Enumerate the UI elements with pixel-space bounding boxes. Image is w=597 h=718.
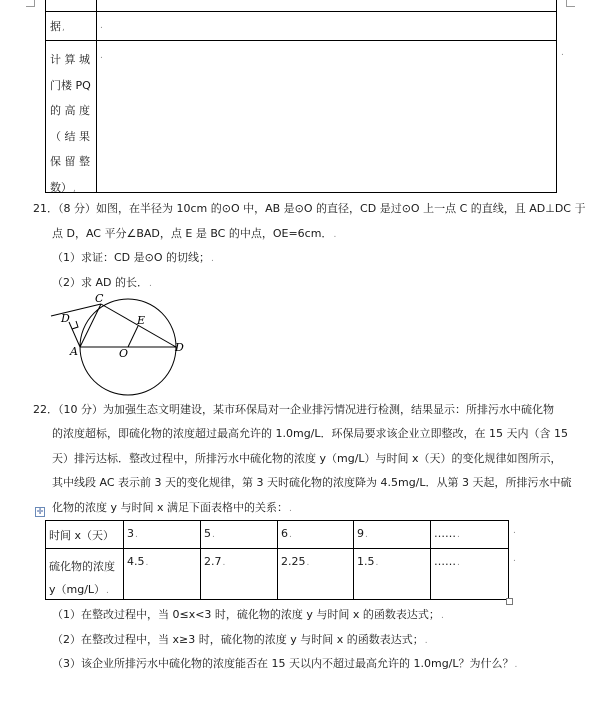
q21-sub2: （2）求 AD 的长．. <box>52 276 152 289</box>
table-cell: 5. <box>204 527 215 540</box>
q21-line1: 21．（8 分）如图，在半径为 10cm 的⊙O 中，AB 是⊙O 的直径，CD 是过⊙O 上一点 C 的直线，且 AD⊥DC 于 <box>33 202 586 215</box>
table-cell: ……. <box>434 527 460 540</box>
table-header-cell: 时间 x（天） <box>49 529 115 542</box>
end-of-row-mark: . <box>513 526 516 536</box>
concentration-table <box>45 520 509 600</box>
table-cell: . <box>100 51 103 61</box>
q21-sub1: （1）求证：CD 是⊙O 的切线；. <box>52 251 214 264</box>
table-border <box>46 548 508 549</box>
q22-line3: 天）排污达标．整改过程中，所排污水中硫化物的浓度 y（mg/L）与时间 x（天）的变化规律如图所示， <box>52 452 562 465</box>
segment-oe <box>128 326 138 347</box>
table-cell: ……. <box>434 555 460 568</box>
table-border <box>45 40 557 41</box>
calculation-table <box>45 0 557 193</box>
table-cell: 9. <box>357 527 368 540</box>
table-row-label: 计 算 城 门楼 PQ 的 高 度 （ 结 果 保 留 整 数）, <box>50 53 91 194</box>
q22-sub2: （2）在整改过程中，当 x≥3 时，硫化物的浓度 y 与时间 x 的函数表达式；. <box>52 633 428 646</box>
table-cell: 2.7. <box>204 555 226 568</box>
label-d-left: D <box>61 312 70 325</box>
table-cell: . <box>100 21 103 31</box>
table-resize-handle[interactable] <box>506 598 513 605</box>
table-cell: 2.25. <box>281 555 310 568</box>
q22-line4: 其中线段 AC 表示前 3 天的变化规律，第 3 天时硫化物的浓度降为 4.5mg/L．从第 3 天起，所排污水中硫 <box>52 476 572 489</box>
table-border <box>353 521 354 599</box>
label-a: A <box>70 345 78 358</box>
table-border <box>556 0 557 193</box>
table-border <box>45 11 557 12</box>
page-corner-mark <box>26 0 35 7</box>
table-border <box>45 0 46 193</box>
segment-ad <box>69 322 80 347</box>
q22-sub3: （3）该企业所排污水中硫化物的浓度能否在 15 天以内不超过最高允许的 1.0mg/L？为什么？. <box>52 657 518 670</box>
table-border <box>45 192 557 193</box>
page-corner-mark <box>566 0 575 7</box>
right-angle-marker <box>72 321 78 329</box>
table-border <box>123 521 124 599</box>
table-cell: 6. <box>281 527 292 540</box>
end-of-row-mark: . <box>513 554 516 564</box>
table-cell: 3. <box>127 527 138 540</box>
end-of-row-mark: . <box>561 48 564 58</box>
segment-ac <box>80 304 101 347</box>
q22-line2: 的浓度超标，即硫化物的浓度超过最高允许的 1.0mg/L．环保局要求该企业立即整改，在 15 天内（含 15 <box>52 427 569 440</box>
table-cell: 4.5. <box>127 555 149 568</box>
q22-line1: 22．（10 分）为加强生态文明建设，某市环保局对一企业排污情况进行检测，结果显示：所排污水中硫化物 <box>33 403 554 416</box>
q22-sub1: （1）在整改过程中，当 0≤x<3 时，硫化物的浓度 y 与时间 x 的函数表达式；. <box>52 608 444 621</box>
table-row-label: 据, <box>50 20 65 33</box>
label-o: O <box>119 347 129 360</box>
table-border <box>430 521 431 599</box>
label-d-right: D <box>175 341 184 354</box>
table-cell: 1.5. <box>357 555 379 568</box>
table-border <box>277 521 278 599</box>
circle-geometry-figure <box>45 293 190 405</box>
label-c: C <box>95 293 104 305</box>
q21-line2: 点 D，AC 平分∠BAD，点 E 是 BC 的中点，OE=6cm．. <box>52 227 337 240</box>
label-e: E <box>137 314 146 327</box>
table-row-label: 硫化物的浓度 y（mg/L）. <box>49 560 115 596</box>
table-border <box>200 521 201 599</box>
q22-line5: 化物的浓度 y 与时间 x 满足下面表格中的关系：. <box>52 501 292 514</box>
table-border <box>96 0 97 193</box>
table-move-handle-icon[interactable]: ✛ <box>36 507 44 516</box>
